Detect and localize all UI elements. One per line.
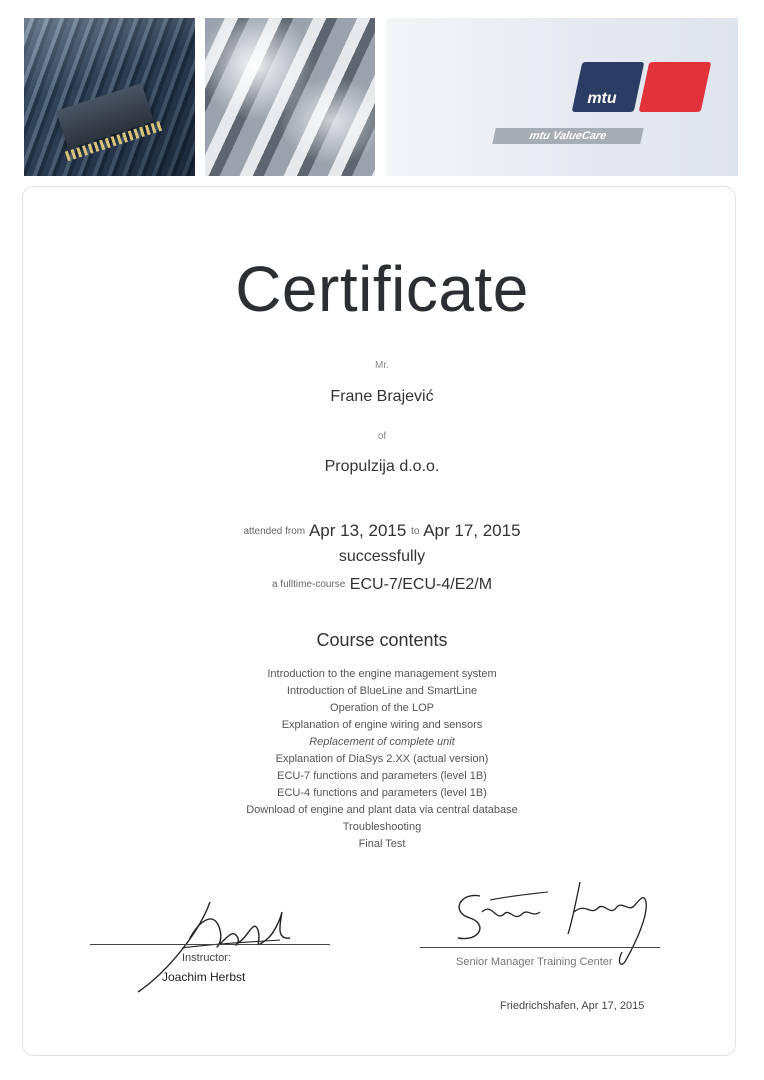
instructor-label: Instructor: (182, 952, 231, 964)
end-date: Apr 17, 2015 (423, 521, 521, 540)
manager-label: Senior Manager Training Center (456, 956, 613, 968)
salutation: Mr. (375, 360, 389, 371)
engine-photo (205, 18, 375, 176)
course-item: Explanation of DiaSys 2.XX (actual version) (275, 753, 489, 765)
certificate-title: Certificate (235, 253, 529, 325)
attended-from-label: attended from (243, 526, 306, 537)
start-date: Apr 13, 2015 (308, 521, 407, 540)
course-item: ECU-7 functions and parameters (level 1B) (277, 770, 487, 782)
course-name: ECU-7/ECU-4/E2/M (349, 576, 493, 593)
result: successfully (338, 548, 426, 565)
course-contents-list (0, 666, 764, 853)
course-item: Replacement of complete unit (309, 736, 455, 748)
course-item: Final Test (358, 838, 406, 850)
course-item: Introduction of BlueLine and SmartLine (286, 685, 478, 697)
course-item: Download of engine and plant data via central database (246, 804, 518, 816)
place-and-date: Friedrichshafen, Apr 17, 2015 (500, 1000, 645, 1012)
course-item: Troubleshooting (342, 821, 422, 833)
to-label: to (411, 526, 420, 537)
attendance-line (0, 521, 764, 541)
course-item: Explanation of engine wiring and sensors (281, 719, 483, 731)
electronics-photo (24, 18, 195, 176)
course-type-label: a fulltime-course (271, 579, 346, 590)
header-banner (24, 18, 738, 178)
brand-tagline: mtu ValueCare (492, 128, 643, 144)
of-label: of (377, 431, 387, 442)
instructor-name: Joachim Herbst (162, 970, 246, 984)
course-contents-heading: Course contents (316, 630, 448, 650)
recipient-name: Frane Brajević (330, 388, 434, 405)
mtu-logo: mtu (587, 90, 617, 107)
mtu-logo-red-block (639, 62, 712, 112)
course-line (0, 576, 764, 594)
course-item: ECU-4 functions and parameters (level 1B) (277, 787, 487, 799)
company-name: Propulzija d.o.o. (324, 458, 440, 475)
manager-signature-line (420, 947, 660, 948)
course-item: Operation of the LOP (330, 702, 434, 714)
instructor-signature-line (90, 944, 330, 945)
course-item: Introduction to the engine management system (267, 668, 497, 680)
